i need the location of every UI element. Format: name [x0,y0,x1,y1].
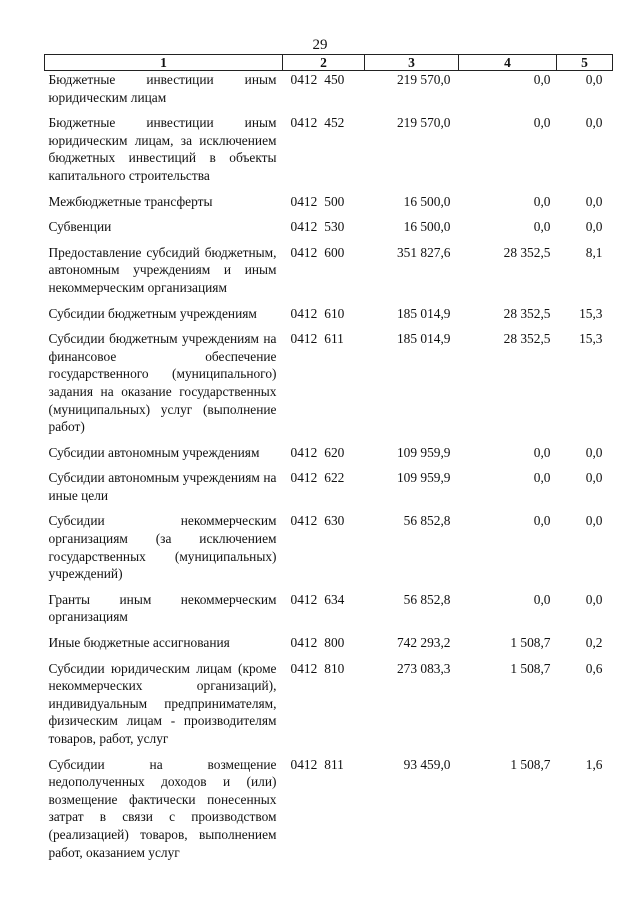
row-executed-amount: 0,0 [533,72,551,87]
row-expense-type-code: 600 [324,244,345,260]
row-classification-code [283,193,365,219]
table-header-row [45,55,613,71]
row-planned-amount: 56 852,8 [403,591,451,607]
table-row [45,634,613,660]
column-header-2: 2 [283,55,365,71]
table-row [45,305,613,331]
row-expense-type-code: 811 [324,756,344,772]
row-execution-percent: 1,6 [585,756,603,772]
row-name: Бюджетные инвестиции иным юридическим лицам, за исключением бюджетных инвестиций в объекты капитального строительства [48,115,277,183]
row-expense-type-code: 530 [324,219,345,235]
row-planned-amount: 109 959,9 [396,470,451,486]
row-execution-percent: 0,2 [585,635,603,651]
row-name: Бюджетные инвестиции иным юридическим лицам [48,72,277,105]
table-row [45,218,613,244]
row-executed-amount: 0,0 [533,115,551,131]
row-classification-code [283,512,365,590]
row-name: Субсидии некоммерческим организациям (за исключением государственных (муниципальных) учреждений) [48,513,277,582]
table-row [45,244,613,305]
column-header-5: 5 [557,55,613,71]
row-executed-amount: 28 352,5 [503,244,551,260]
row-name: Субсидии бюджетным учреждениям [48,305,257,321]
row-execution-percent: 0,0 [585,444,603,460]
row-name: Субсидии на возмещение недополученных доходов и (или) возмещение фактически понесенных затрат в связи с производством (реализацией) товаров, выполнением работ, оказанием услуг [48,756,277,860]
row-planned-amount: 185 014,9 [396,331,451,347]
row-planned-amount: 109 959,9 [396,444,451,460]
page-number: 29 [312,37,328,53]
row-planned-amount: 273 083,3 [396,660,451,676]
table-row [45,591,613,634]
row-section-code: 0412 [290,331,318,347]
row-section-code: 0412 [290,193,318,209]
row-expense-type-code: 610 [324,305,345,321]
column-header-1: 1 [45,55,283,71]
row-expense-type-code: 800 [324,635,345,651]
row-name: Иные бюджетные ассигнования [48,635,230,651]
row-name: Субсидии автономным учреждениям [48,444,260,460]
row-name: Субсидии юридическим лицам (кроме некоммерческих организаций), индивидуальным предпринимателям, физическим лицам - производителям товаров, работ, услуг [48,660,277,746]
table-row [45,512,613,590]
row-classification-code [283,71,365,115]
row-classification-code [283,660,365,756]
row-section-code: 0412 [290,470,318,486]
row-execution-percent: 0,0 [585,470,603,486]
row-planned-amount: 219 570,0 [396,115,451,131]
row-planned-amount: 185 014,9 [396,305,451,321]
row-executed-amount: 0,0 [533,444,551,460]
row-execution-percent: 0,0 [585,115,603,131]
row-executed-amount: 1 508,7 [510,660,551,676]
row-execution-percent: 0,0 [585,219,603,235]
row-classification-code [283,330,365,444]
row-expense-type-code: 620 [324,444,345,460]
row-planned-amount: 56 852,8 [403,513,451,529]
row-expense-type-code: 810 [324,660,345,676]
row-planned-amount: 742 293,2 [396,635,451,651]
row-executed-amount: 28 352,5 [503,305,551,321]
row-planned-amount: 219 570,0 [396,72,451,87]
row-section-code: 0412 [290,305,318,321]
row-expense-type-code: 634 [324,591,345,607]
row-executed-amount: 28 352,5 [503,331,551,347]
row-expense-type-code: 452 [324,115,345,131]
row-section-code: 0412 [290,513,318,529]
row-section-code: 0412 [290,72,318,87]
row-executed-amount: 0,0 [533,591,551,607]
row-classification-code [283,591,365,634]
row-executed-amount: 1 508,7 [510,635,551,651]
row-executed-amount: 1 508,7 [510,756,551,772]
row-section-code: 0412 [290,444,318,460]
row-expense-type-code: 450 [324,72,345,87]
row-name: Гранты иным некоммерческим организациям [48,591,277,625]
row-executed-amount: 0,0 [533,513,551,529]
row-planned-amount: 16 500,0 [403,193,451,209]
row-section-code: 0412 [290,219,318,235]
budget-table [44,54,613,869]
row-name: Межбюджетные трансферты [48,193,213,209]
row-executed-amount: 0,0 [533,470,551,486]
row-execution-percent: 15,3 [579,305,603,321]
row-section-code: 0412 [290,756,318,772]
row-classification-code [283,244,365,305]
row-section-code: 0412 [290,244,318,260]
row-expense-type-code: 622 [324,470,345,486]
column-header-4: 4 [459,55,557,71]
row-classification-code [283,469,365,512]
row-classification-code [283,305,365,331]
row-planned-amount: 93 459,0 [403,756,451,772]
row-classification-code [283,218,365,244]
table-row [45,193,613,219]
table-row [45,660,613,756]
row-expense-type-code: 630 [324,513,345,529]
row-name: Предоставление субсидий бюджетным, автономным учреждениям и иным некоммерческим организациям [48,244,277,295]
row-execution-percent: 0,6 [585,660,603,676]
row-name: Субсидии бюджетным учреждениям на финансовое обеспечение государственного (муниципального) задания на оказание государственных (муниципальных) услуг (выполнение работ) [48,331,277,435]
row-execution-percent: 0,0 [585,193,603,209]
table-row [45,114,613,192]
row-expense-type-code: 611 [324,331,344,347]
table-row [45,444,613,470]
table-row [45,756,613,870]
row-execution-percent: 15,3 [579,331,603,347]
row-section-code: 0412 [290,591,318,607]
row-section-code: 0412 [290,635,318,651]
table-row [45,330,613,444]
row-execution-percent: 0,0 [585,513,603,529]
row-execution-percent: 0,0 [585,591,603,607]
row-execution-percent: 8,1 [585,244,603,260]
row-classification-code [283,756,365,870]
row-section-code: 0412 [290,660,318,676]
table-row [45,71,613,115]
row-execution-percent: 0,0 [585,72,603,87]
row-executed-amount: 0,0 [533,219,551,235]
row-classification-code [283,114,365,192]
table-row [45,469,613,512]
row-planned-amount: 351 827,6 [396,244,451,260]
row-classification-code [283,634,365,660]
row-classification-code [283,444,365,470]
column-header-3: 3 [365,55,459,71]
row-name: Субвенции [48,219,112,235]
row-expense-type-code: 500 [324,193,345,209]
row-name: Субсидии автономным учреждениям на иные цели [48,470,277,503]
row-planned-amount: 16 500,0 [403,219,451,235]
row-section-code: 0412 [290,115,318,131]
row-executed-amount: 0,0 [533,193,551,209]
